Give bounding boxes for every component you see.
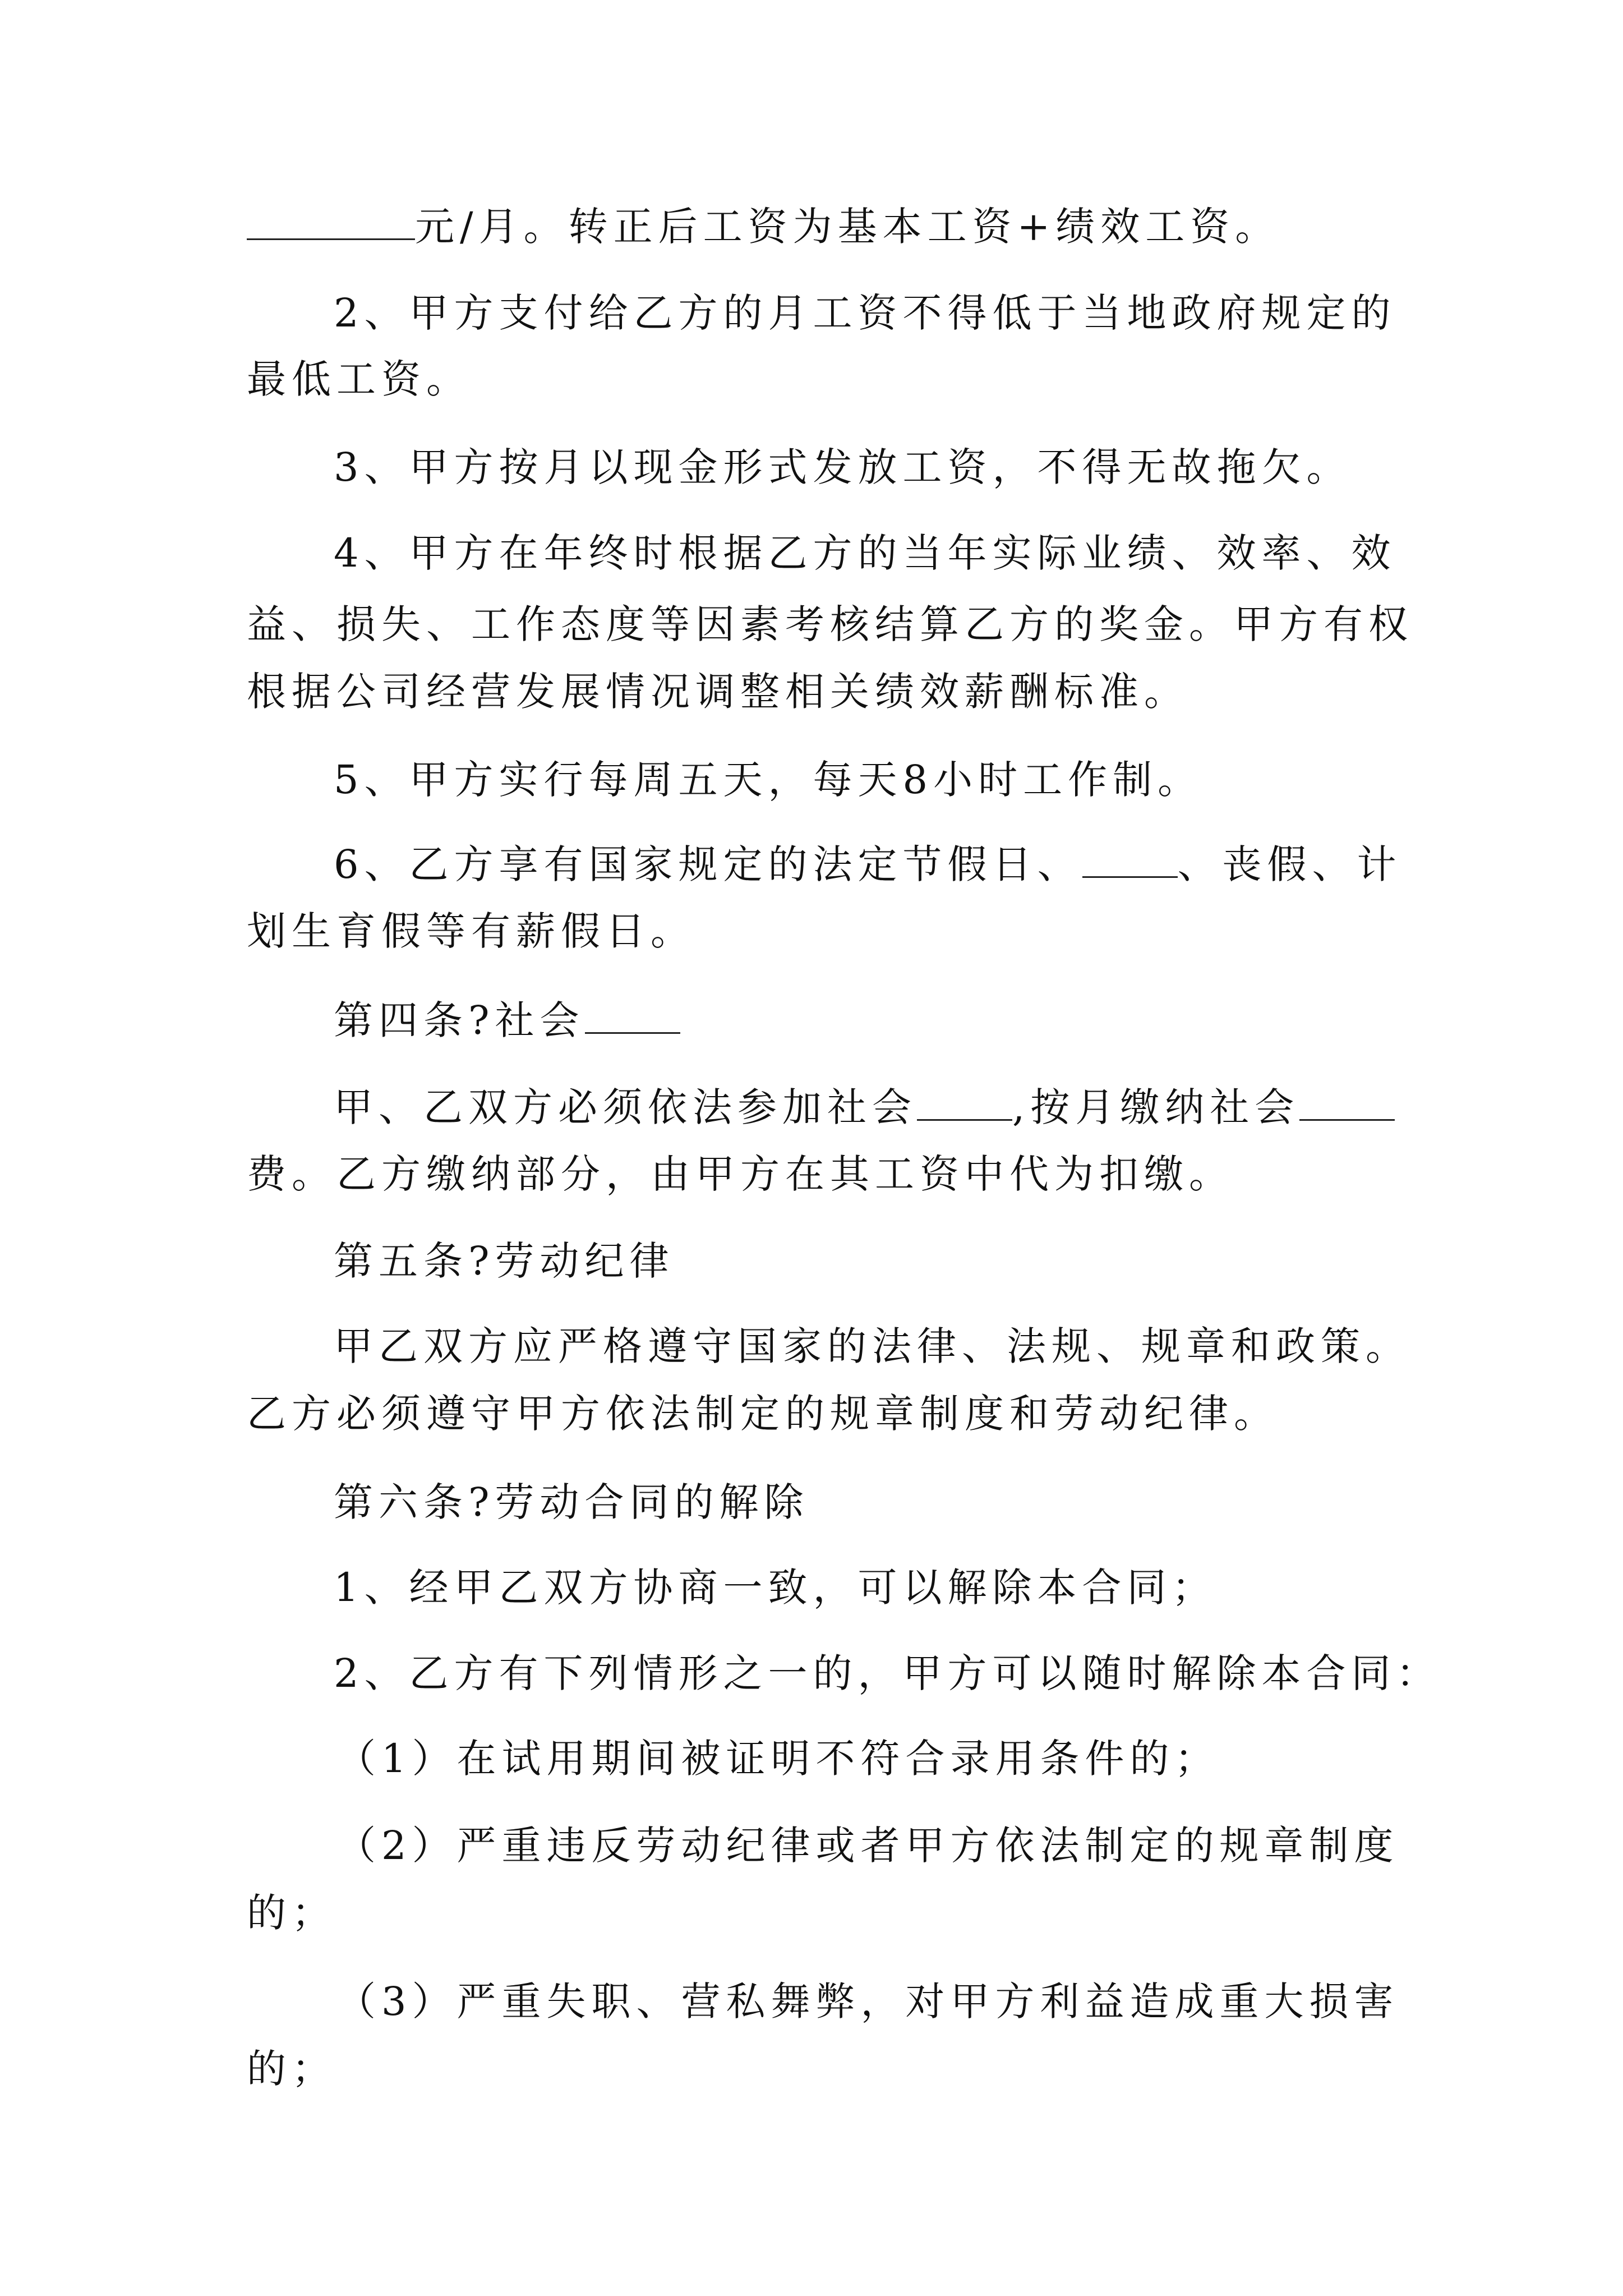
document-line: 费。乙方缴纳部分，由甲方在其工资中代为扣缴。 [247, 1151, 1234, 1197]
line-text: 第四条?社会 [334, 997, 585, 1043]
document-line [247, 199, 1280, 253]
fill-in-blank [585, 993, 680, 1034]
document-line: 1、经甲乙双方协商一致，可以解除本合同； [334, 1565, 1217, 1611]
document-line: 2、甲方支付给乙方的月工资不得低于当地政府规定的 [334, 290, 1396, 336]
document-line [334, 837, 1402, 891]
line-text: 6、乙方享有国家规定的法定节假日、 [334, 841, 1082, 887]
document-line: 划生育假等有薪假日。 [247, 908, 695, 954]
document-line: 的； [247, 2046, 336, 2092]
fill-in-blank [1299, 1080, 1395, 1121]
section-heading: 第五条?劳动纪律 [334, 1238, 675, 1284]
section-heading: 第六条?劳动合同的解除 [334, 1479, 809, 1525]
document-line: 5、甲方实行每周五天，每天8小时工作制。 [334, 757, 1203, 803]
line-text: 甲、乙双方必须依法参加社会 [334, 1084, 917, 1130]
fill-in-blank [1082, 837, 1178, 878]
document-line: 益、损失、工作态度等因素考核结算乙方的奖金。甲方有权 [247, 601, 1413, 647]
document-line: （3）严重失职、营私舞弊，对甲方利益造成重大损害 [336, 1978, 1399, 2024]
document-line: （1）在试用期间被证明不符合录用条件的； [336, 1736, 1220, 1782]
document-line: （2）严重违反劳动纪律或者甲方依法制定的规章制度 [336, 1823, 1399, 1869]
document-line: 根据公司经营发展情况调整相关绩效薪酬标准。 [247, 669, 1189, 715]
document-line: 最低工资。 [247, 356, 471, 402]
fill-in-blank [917, 1080, 1012, 1121]
document-line: 4、甲方在年终时根据乙方的当年实际业绩、效率、效 [334, 530, 1396, 576]
line-text: ,按月缴纳社会 [1012, 1084, 1300, 1130]
document-line: 3、甲方按月以现金形式发放工资，不得无故拖欠。 [334, 444, 1352, 490]
line-text: 、丧假、计 [1177, 841, 1402, 887]
document-line: 的； [247, 1890, 336, 1936]
document-line: 2、乙方有下列情形之一的，甲方可以随时解除本合同： [334, 1650, 1441, 1696]
document-line: 乙方必须遵守甲方依法制定的规章制度和劳动纪律。 [247, 1391, 1279, 1437]
line-text: 元/月。转正后工资为基本工资+绩效工资。 [415, 204, 1280, 250]
document-line: 甲乙双方应严格遵守国家的法律、法规、规章和政策。 [334, 1323, 1410, 1369]
fill-in-blank [247, 199, 415, 240]
section-heading [334, 993, 680, 1047]
document-line [334, 1080, 1395, 1134]
